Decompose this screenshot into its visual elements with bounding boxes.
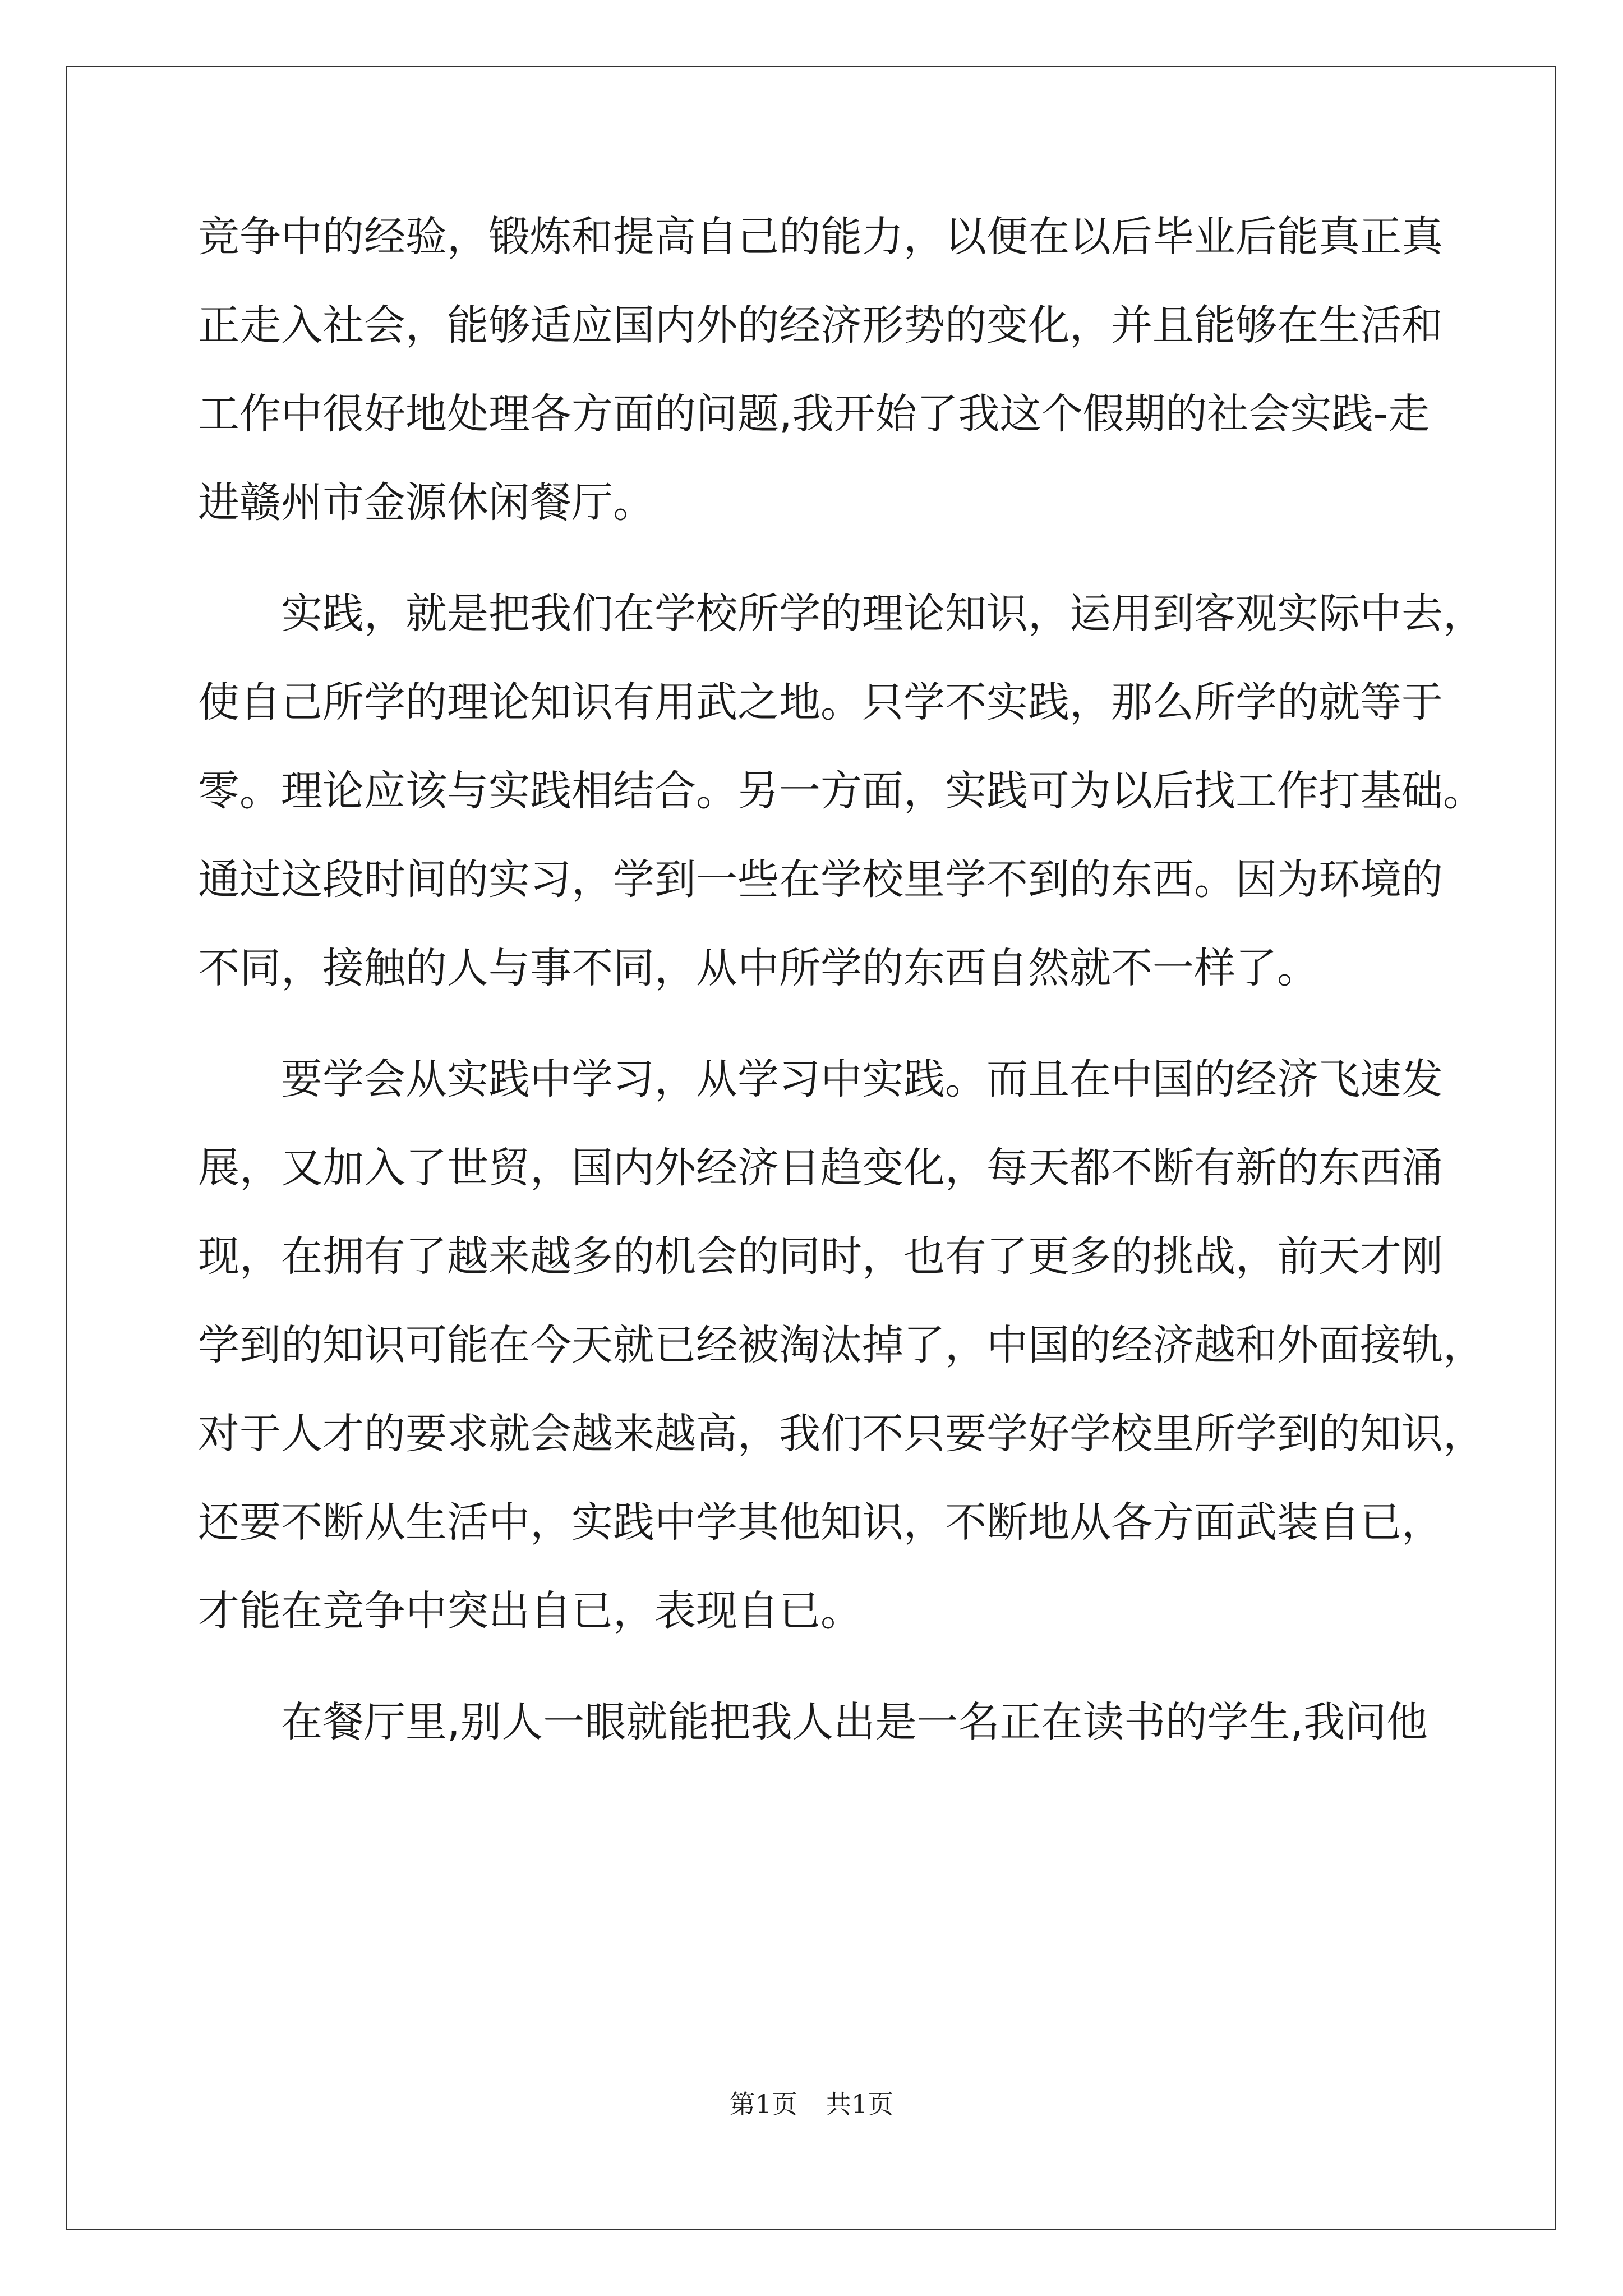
text-line: 要学会从实践中学习，从学习中实践。而且在中国的经济飞速发	[281, 1055, 1443, 1103]
text-line: 现，在拥有了越来越多的机会的同时，也有了更多的挑战，前天才刚	[198, 1232, 1443, 1281]
text-line: 展，又加入了世贸，国内外经济日趋变化，每天都不断有新的东西涌	[198, 1144, 1443, 1192]
page-total: 共1页	[826, 2089, 894, 2119]
text-line: 进赣州市金源休闲餐厅。	[198, 478, 654, 527]
text-line: 正走入社会，能够适应国内外的经济形势的变化，并且能够在生活和	[198, 301, 1443, 349]
text-line: 实践，就是把我们在学校所学的理论知识，运用到客观实际中去，	[281, 590, 1484, 638]
text-line: 对于人才的要求就会越来越高，我们不只要学好学校里所学到的知识，	[198, 1410, 1484, 1458]
text-line: 使自己所学的理论知识有用武之地。只学不实践，那么所学的就等于	[198, 678, 1443, 726]
document-body	[198, 213, 1484, 1790]
text-line: 还要不断从生活中，实践中学其他知识，不断地从各方面武装自已，	[198, 1498, 1443, 1547]
text-line: 竞争中的经验，锻炼和提高自己的能力，以便在以后毕业后能真正真	[198, 213, 1443, 261]
text-line: 零。理论应该与实践相结合。另一方面，实践可为以后找工作打基础。	[198, 767, 1484, 815]
text-line: 在餐厅里,别人一眼就能把我人出是一名正在读书的学生,我问他	[281, 1698, 1428, 1746]
page-number: 第1页	[729, 2089, 797, 2119]
text-line: 才能在竞争中突出自已，表现自已。	[198, 1587, 862, 1635]
text-line: 通过这段时间的实习，学到一些在学校里学不到的东西。因为环境的	[198, 855, 1443, 904]
text-line: 工作中很好地处理各方面的问题,我开始了我这个假期的社会实践-走	[198, 390, 1430, 438]
page-footer	[0, 2091, 1623, 2117]
text-line: 学到的知识可能在今天就已经被淘汰掉了，中国的经济越和外面接轨，	[198, 1321, 1484, 1369]
text-line: 不同，接触的人与事不同，从中所学的东西自然就不一样了。	[198, 944, 1318, 992]
